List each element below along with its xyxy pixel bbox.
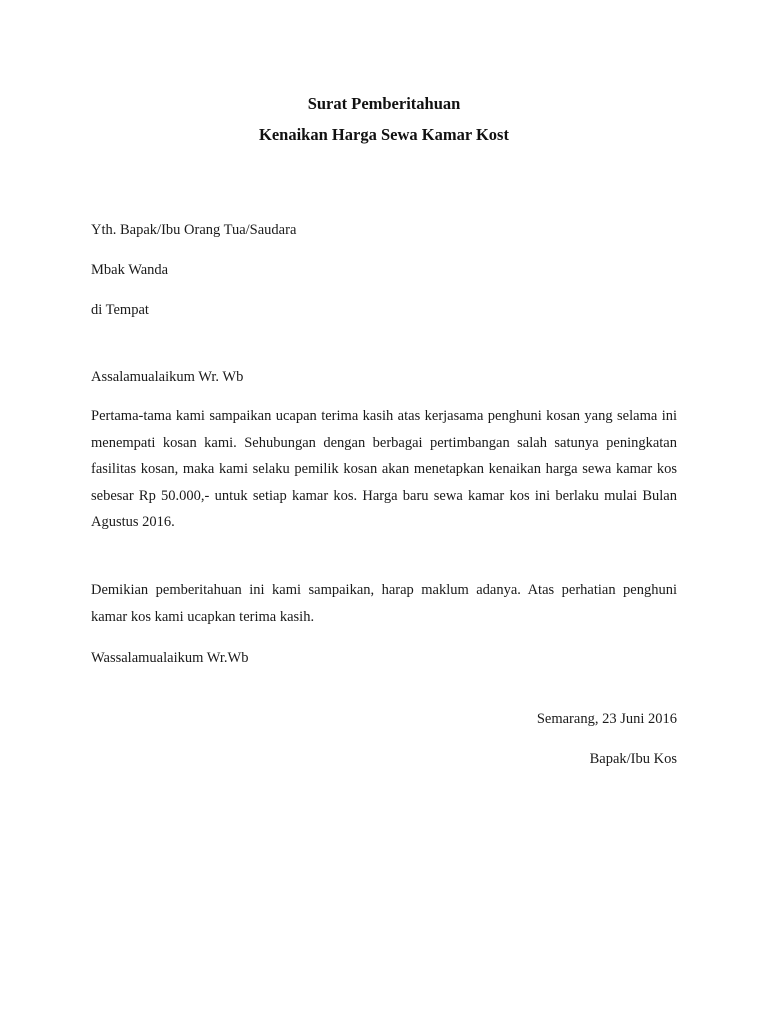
place-date: Semarang, 23 Juni 2016 — [536, 711, 677, 727]
opening-greeting: Assalamualaikum Wr. Wb — [91, 369, 244, 385]
body-paragraph-2: Demikian pemberitahuan ini kami sampaikan, harap maklum adanya. Atas perhatian penghuni kamar kos kami ucapkan terima kasih. — [91, 582, 677, 625]
recipient-name: Mbak Wanda — [91, 262, 169, 278]
body-paragraph-1: Pertama-tama kami sampaikan ucapan terima kasih atas kerjasama penghuni kosan yang selama ini menempati kosan kami. Sehubungan dengan berbagai pertimbangan salah satunya peningkatan fasilitas kosan, maka kami selaku pemilik kosan akan menetapkan kenaikan harga sewa kamar kos sebesar Rp 50.000,- untuk setiap kamar kos. Harga baru sewa kamar kos ini berlaku mulai Bulan Agustus 2016. — [91, 408, 677, 530]
signatory: Bapak/Ibu Kos — [589, 751, 677, 767]
letter-title: Surat Pemberitahuan — [307, 94, 461, 113]
recipient-salutation: Yth. Bapak/Ibu Orang Tua/Saudara — [91, 222, 297, 238]
letter-subtitle: Kenaikan Harga Sewa Kamar Kost — [259, 125, 509, 144]
closing-greeting: Wassalamualaikum Wr.Wb — [91, 650, 249, 666]
recipient-location: di Tempat — [91, 302, 149, 318]
